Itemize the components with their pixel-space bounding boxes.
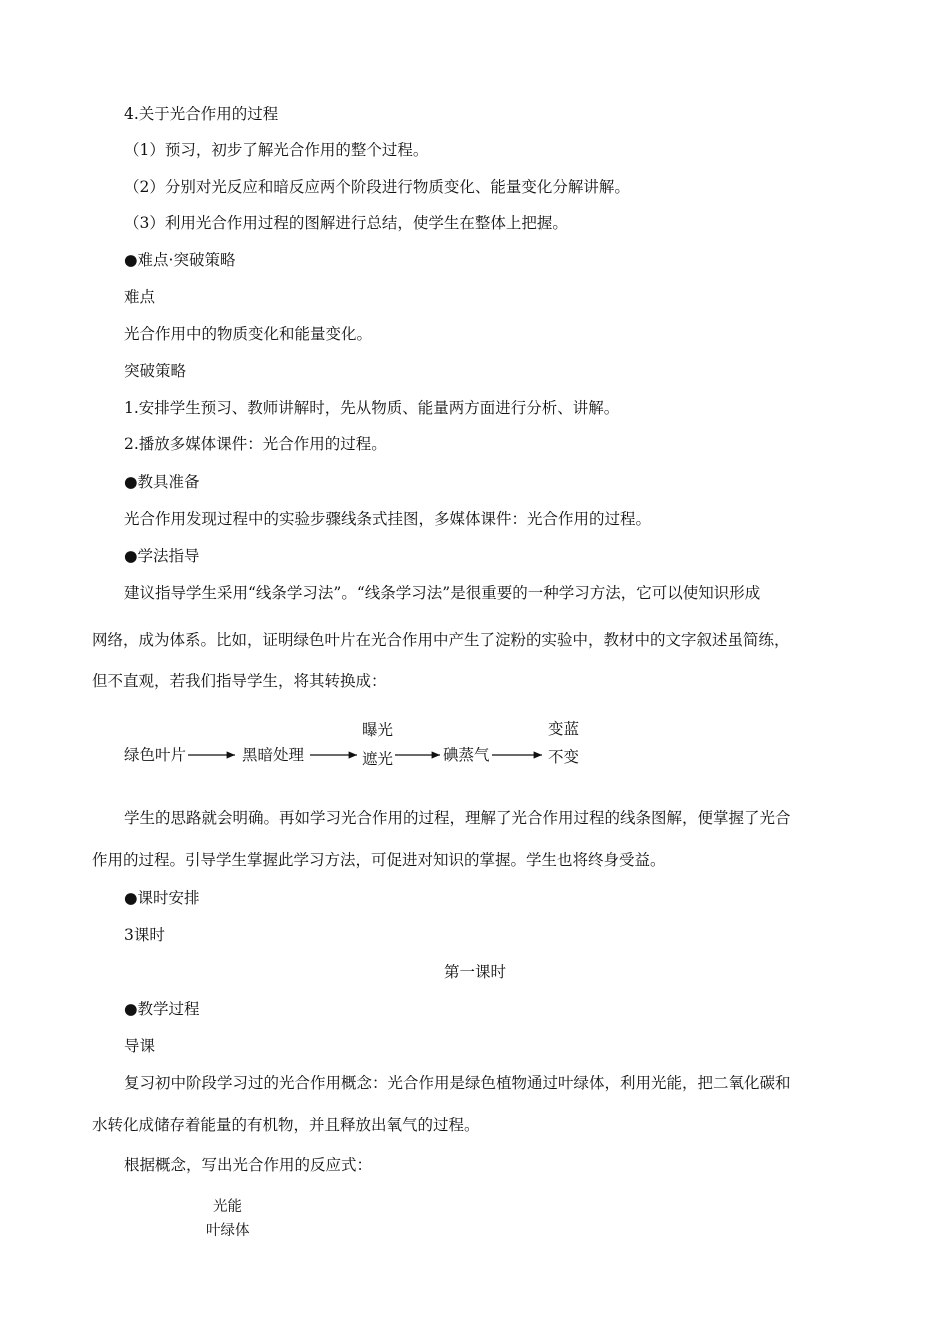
paragraph-line: 复习初中阶段学习过的光合作用概念：光合作用是绿色植物通过叶绿体，利用光能，把二氧化碳和	[124, 1074, 791, 1092]
flow-result-unchanged: 不变	[548, 748, 580, 766]
paragraph-line: 水转化成储存着能量的有机物，并且释放出氧气的过程。	[92, 1116, 480, 1134]
subheading-strategy: 突破策略	[124, 362, 187, 380]
heading-teaching-process: ●教学过程	[124, 1000, 200, 1018]
heading-schedule: ●课时安排	[124, 889, 200, 907]
paragraph-line: 网络，成为体系。比如，证明绿色叶片在光合作用中产生了淀粉的实验中，教材中的文字叙述虽简练，	[92, 631, 790, 649]
flow-result-blue: 变蓝	[548, 720, 580, 738]
section-heading-4: 4.关于光合作用的过程	[124, 105, 279, 123]
difficulty-text: 光合作用中的物质变化和能量变化。	[124, 325, 373, 343]
flow-step-iodine-vapor: 碘蒸气	[443, 746, 490, 764]
strategy-item-2: 2.播放多媒体课件：光合作用的过程。	[124, 435, 387, 453]
teaching-aids-text: 光合作用发现过程中的实验步骤线条式挂图，多媒体课件：光合作用的过程。	[124, 510, 652, 528]
flow-step-green-leaf: 绿色叶片	[124, 746, 187, 764]
schedule-text: 3课时	[124, 926, 165, 944]
equation-condition-chloroplast: 叶绿体	[206, 1223, 250, 1239]
subheading-introduction: 导课	[124, 1037, 156, 1055]
subheading-difficulty: 难点	[124, 288, 156, 306]
equation-condition-light: 光能	[213, 1199, 242, 1215]
flow-step-dark-treatment: 黑暗处理	[242, 746, 305, 764]
flow-step-shaded: 遮光	[362, 750, 394, 768]
heading-teaching-aids: ●教具准备	[124, 473, 200, 491]
heading-difficulty-strategy: ●难点·突破策略	[124, 251, 236, 269]
list-item-2: （2）分别对光反应和暗反应两个阶段进行物质变化、能量变化分解讲解。	[124, 178, 630, 196]
paragraph-line: 作用的过程。引导学生掌握此学习方法，可促进对知识的掌握。学生也将终身受益。	[92, 851, 666, 869]
paragraph-line: 但不直观，若我们指导学生，将其转换成：	[92, 672, 387, 690]
list-item-1: （1）预习，初步了解光合作用的整个过程。	[124, 141, 429, 159]
paragraph-line: 建议指导学生采用“线条学习法”。“线条学习法”是很重要的一种学习方法，它可以使知识形成	[124, 584, 761, 602]
heading-study-method: ●学法指导	[124, 547, 200, 565]
list-item-3: （3）利用光合作用过程的图解进行总结，使学生在整体上把握。	[124, 214, 568, 232]
paragraph-line: 学生的思路就会明确。再如学习光合作用的过程，理解了光合作用过程的线条图解，便掌握了光合	[124, 809, 791, 827]
flow-step-exposed: 曝光	[362, 721, 394, 739]
equation-prompt: 根据概念，写出光合作用的反应式：	[124, 1156, 373, 1174]
lesson-title: 第一课时	[443, 963, 506, 981]
strategy-item-1: 1.安排学生预习、教师讲解时，先从物质、能量两方面进行分析、讲解。	[124, 399, 620, 417]
